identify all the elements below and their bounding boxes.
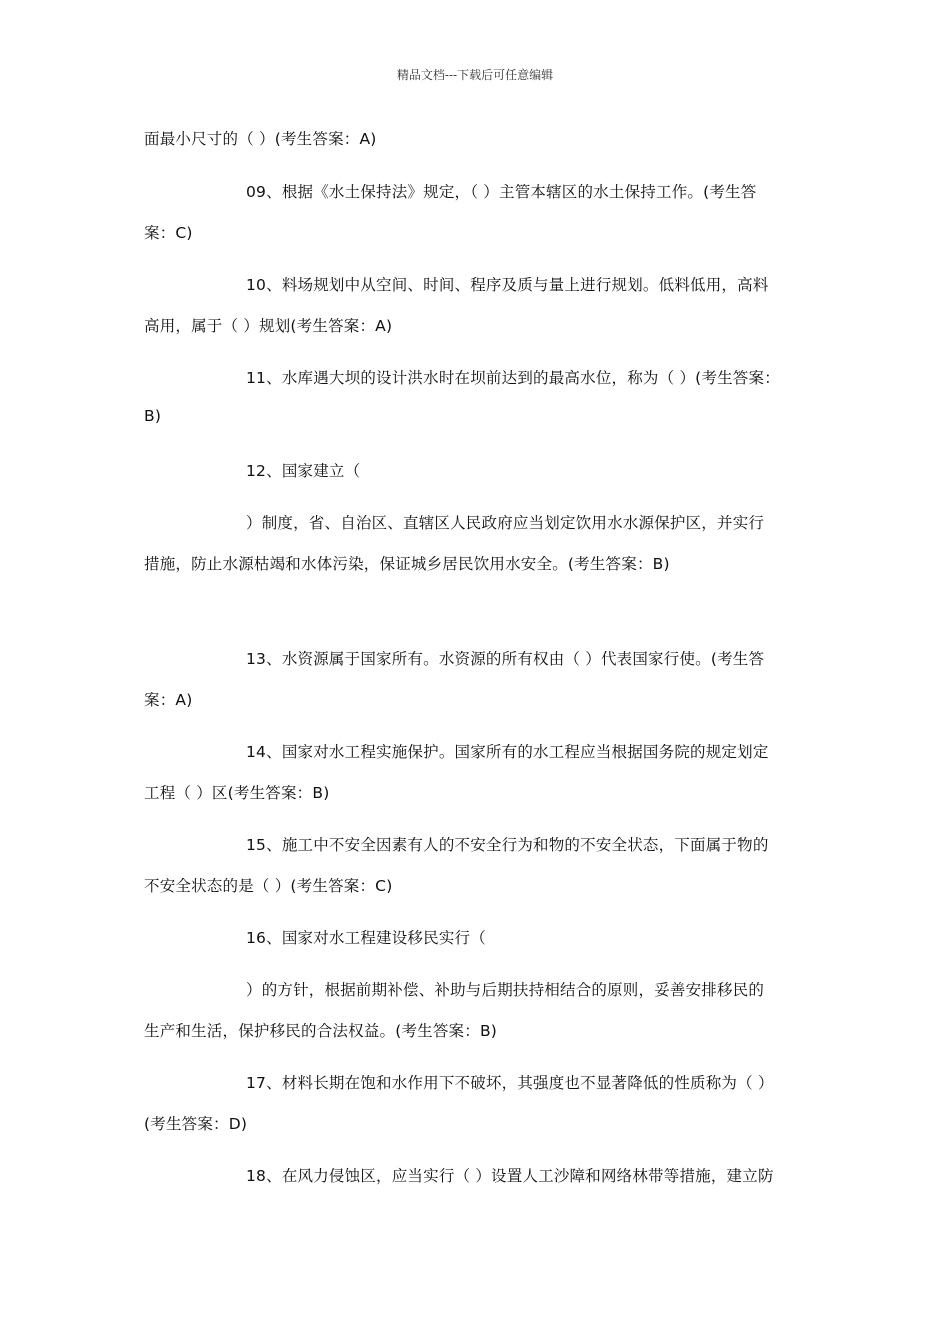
text-line: B) <box>144 407 162 425</box>
text-line: 案：C) <box>144 224 193 242</box>
text-line: 18、在风力侵蚀区，应当实行（ ）设置人工沙障和网络林带等措施，建立防 <box>246 1167 774 1185</box>
text-line: 10、料场规划中从空间、时间、程序及质与量上进行规划。低料低用，高料 <box>246 276 769 294</box>
text-line: 面最小尺寸的（ ）(考生答案：A) <box>144 130 377 148</box>
text-line: ）制度，省、自治区、直辖区人民政府应当划定饮用水水源保护区，并实行 <box>246 514 765 532</box>
text-line: 13、水资源属于国家所有。水资源的所有权由（ ）代表国家行使。(考生答 <box>246 650 765 668</box>
text-line: (考生答案：D) <box>144 1115 248 1133</box>
text-line: 14、国家对水工程实施保护。国家所有的水工程应当根据国务院的规定划定 <box>246 743 769 761</box>
text-line: 不安全状态的是（ ）(考生答案：C) <box>144 877 393 895</box>
text-line: 15、施工中不安全因素有人的不安全行为和物的不安全状态，下面属于物的 <box>246 836 769 854</box>
text-line: 17、材料长期在饱和水作用下不破坏，其强度也不显著降低的性质称为（ ） <box>246 1074 774 1092</box>
text-line: 09、根据《水土保持法》规定，（ ）主管本辖区的水土保持工作。(考生答 <box>246 183 757 201</box>
text-line: ）的方针，根据前期补偿、补助与后期扶持相结合的原则，妥善安排移民的 <box>246 981 765 999</box>
text-line: 16、国家对水工程建设移民实行（ <box>246 929 486 947</box>
text-line: 11、水库遇大坝的设计洪水时在坝前达到的最高水位，称为（ ）(考生答案： <box>246 369 780 387</box>
text-line: 案：A) <box>144 691 193 709</box>
text-line: 工程（ ）区(考生答案：B) <box>144 784 330 802</box>
text-line: 12、国家建立（ <box>246 462 361 480</box>
text-line: 高用，属于（ ）规划(考生答案：A) <box>144 317 393 335</box>
text-line: 生产和生活，保护移民的合法权益。(考生答案：B) <box>144 1022 498 1040</box>
page-header: 精品文档---下载后可任意编辑 <box>396 68 554 82</box>
text-line: 措施，防止水源枯竭和水体污染，保证城乡居民饮用水安全。(考生答案：B) <box>144 555 670 573</box>
